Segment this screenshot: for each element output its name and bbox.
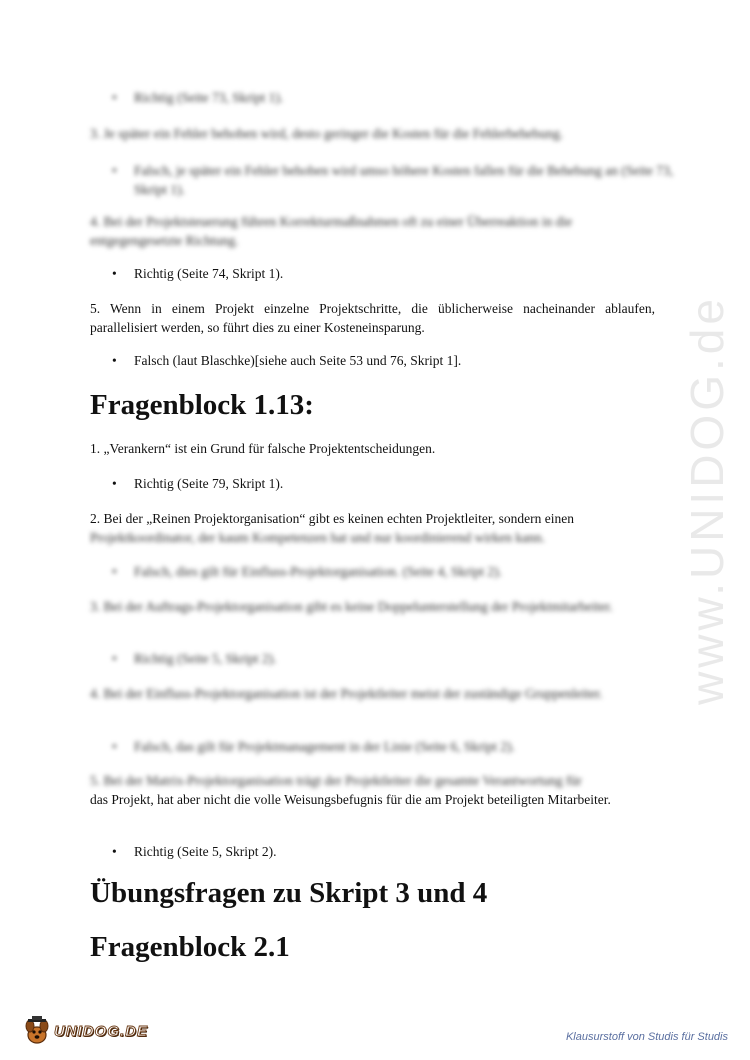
list-item: • Richtig (Seite 74, Skript 1). <box>112 266 284 281</box>
question-paragraph: 4. Bei der Projektsteuerung führen Korrekturmaßnahmen oft zu einer Überreaktion in die entgegengesetzte Richtung. <box>90 214 573 248</box>
question-paragraph: 3. Je später ein Fehler behoben wird, desto geringer die Kosten für die Fehlerbehebung. <box>90 126 564 141</box>
question-paragraph: 4. Bei der Einfluss-Projektorganisation ist der Projektleiter meist der zuständige Gruppenleiter. <box>90 686 603 701</box>
footer-tagline: Klausurstoff von Studis für Studis <box>565 1031 728 1043</box>
unidog-logo <box>22 1016 148 1046</box>
bullet-dot: • <box>112 266 117 281</box>
list-item: • Richtig (Seite 5, Skript 2). <box>112 651 277 666</box>
bullet-dot: • <box>112 651 117 666</box>
list-item: • Falsch, das gilt für Projektmanagement in der Linie (Seite 6, Skript 2). <box>112 739 515 754</box>
bullet-dot: • <box>112 163 117 178</box>
question-paragraph: 1. „Verankern“ ist ein Grund für falsche Projektentscheidungen. <box>90 441 436 456</box>
list-item: • Falsch, je später ein Fehler behoben wird umso höhere Kosten fallen für die Behebung an (Seite 73, Skript 1). <box>112 163 674 197</box>
question-paragraph: 3. Bei der Auftrags-Projektorganisation gibt es keine Doppelunterstellung der Projektmitarbeiter. <box>90 599 613 614</box>
question-paragraph-continued: Projektkoordinator, der kaum Kompetenzen hat und nur koordinierend wirken kann. <box>90 530 545 545</box>
section-heading: Fragenblock 1.13: <box>90 389 314 421</box>
bullet-dot: • <box>112 90 117 105</box>
bullet-dot: • <box>112 844 117 859</box>
list-item: • Richtig (Seite 79, Skript 1). <box>112 476 284 491</box>
list-item: • Richtig (Seite 73, Skript 1). <box>112 90 284 105</box>
section-heading: Übungsfragen zu Skript 3 und 4 <box>90 877 488 909</box>
bullet-dot: • <box>112 353 117 368</box>
question-paragraph: 2. Bei der „Reinen Projektorganisation“ gibt es keinen echten Projektleiter, sondern einen <box>90 511 574 526</box>
question-paragraph-continued: das Projekt, hat aber nicht die volle Weisungsbefugnis für die am Projekt beteiligten Mitarbeiter. <box>90 792 611 807</box>
dog-icon <box>22 1016 52 1046</box>
list-item: • Falsch (laut Blaschke)[siehe auch Seite 53 und 76, Skript 1]. <box>112 353 462 368</box>
list-item: • Falsch, dies gilt für Einfluss-Projektorganisation. (Seite 4, Skript 2). <box>112 564 502 579</box>
bullet-dot: • <box>112 476 117 491</box>
watermark: www.UNIDOG.de <box>681 295 733 705</box>
question-paragraph: 5. Bei der Matrix-Projektorganisation trägt der Projektleiter die gesamte Verantwortung für <box>90 773 582 788</box>
question-paragraph: 5. Wenn in einem Projekt einzelne Projektschritte, die üblicherweise nacheinander ablaufen, parallelisiert werden, so führt dies zu einer Kosteneinsparung. <box>90 301 655 335</box>
bullet-dot: • <box>112 564 117 579</box>
logo-text: UNIDOG.DE <box>54 1022 149 1040</box>
list-item: • Richtig (Seite 5, Skript 2). <box>112 844 277 859</box>
bullet-dot: • <box>112 739 117 754</box>
section-heading: Fragenblock 2.1 <box>90 931 290 963</box>
